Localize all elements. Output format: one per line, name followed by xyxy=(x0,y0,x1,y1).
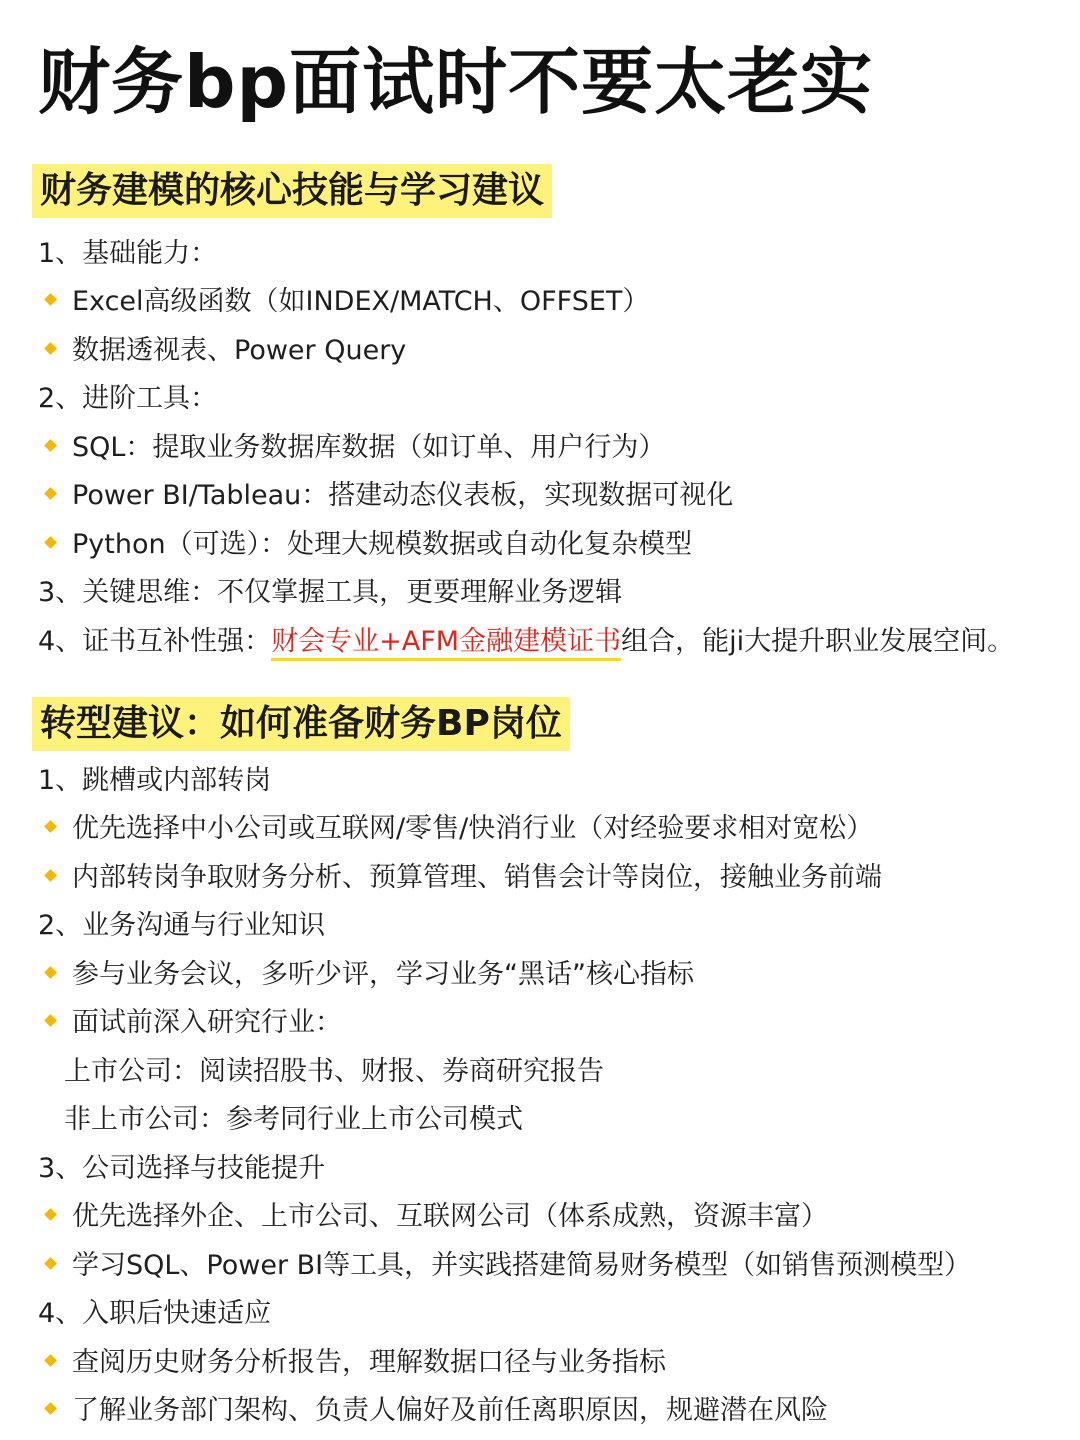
section-heading-text: 转型建议：如何准备财务BP岗位 xyxy=(40,703,562,744)
list-item-text: 参与业务会议，多听少评，学习业务“黑话”核心指标 xyxy=(72,959,694,990)
section-heading-modeling-skills xyxy=(32,164,552,218)
list-item-advanced-tools: 2、进阶工具： xyxy=(38,383,218,414)
page-title: 财务bp面试时不要太老实 xyxy=(38,40,874,124)
list-item-text: Excel高级函数（如INDEX/MATCH、OFFSET） xyxy=(72,286,650,317)
list-item xyxy=(46,472,733,520)
certificate-prefix: 4、证书互补性强： xyxy=(38,626,272,657)
list-item-text: 了解业务部门架构、负责人偏好及前任离职原因，规避潜在风险 xyxy=(72,1395,828,1426)
list-subitem-listed-companies: 上市公司：阅读招股书、财报、券商研究报告 xyxy=(64,1056,604,1087)
list-item-text: 内部转岗争取财务分析、预算管理、销售会计等岗位，接触业务前端 xyxy=(72,862,882,893)
list-item xyxy=(46,999,342,1047)
diamond-bullet-icon xyxy=(44,1257,57,1270)
diamond-bullet-icon xyxy=(44,820,57,833)
diamond-bullet-icon xyxy=(44,293,57,306)
diamond-bullet-icon xyxy=(44,536,57,549)
list-item-key-thinking: 3、关键思维：不仅掌握工具，更要理解业务逻辑 xyxy=(38,577,623,608)
list-item-text: 面试前深入研究行业： xyxy=(72,1007,342,1038)
diamond-bullet-icon xyxy=(44,1354,57,1367)
diamond-bullet-icon xyxy=(44,487,57,500)
list-item-business-communication: 2、业务沟通与行业知识 xyxy=(38,910,326,941)
list-item xyxy=(46,1242,971,1290)
list-item-text: 学习SQL、Power BI等工具，并实践搭建简易财务模型（如销售预测模型） xyxy=(72,1250,972,1281)
certificate-suffix: 组合，能ji大提升职业发展空间。 xyxy=(621,626,1015,657)
list-item xyxy=(46,854,882,902)
list-item-text: 优先选择外企、上市公司、互联网公司（体系成熟，资源丰富） xyxy=(72,1201,828,1232)
list-item-text: Power BI/Tableau：搭建动态仪表板，实现数据可视化 xyxy=(72,480,734,511)
list-item xyxy=(46,805,873,853)
list-item-basic-skills: 1、基础能力： xyxy=(38,238,218,269)
list-item xyxy=(46,1339,666,1387)
list-item xyxy=(46,424,665,472)
diamond-bullet-icon xyxy=(44,869,57,882)
list-item-text: SQL：提取业务数据库数据（如订单、用户行为） xyxy=(72,432,666,463)
list-item-text: Python（可选）：处理大规模数据或自动化复杂模型 xyxy=(72,529,693,560)
list-item-company-selection: 3、公司选择与技能提升 xyxy=(38,1153,326,1184)
list-item-certificate xyxy=(38,618,1014,666)
list-item xyxy=(46,1387,828,1435)
list-item-job-switch: 1、跳槽或内部转岗 xyxy=(38,765,272,796)
diamond-bullet-icon xyxy=(44,439,57,452)
list-item xyxy=(46,1193,828,1241)
list-item xyxy=(46,521,692,569)
diamond-bullet-icon xyxy=(44,342,57,355)
list-item-onboarding: 4、入职后快速适应 xyxy=(38,1298,272,1329)
list-item-text: 数据透视表、Power Query xyxy=(72,335,407,366)
diamond-bullet-icon xyxy=(44,1208,57,1221)
diamond-bullet-icon xyxy=(44,1014,57,1027)
section-heading-transition-advice xyxy=(32,697,570,751)
list-item xyxy=(46,278,649,326)
list-item-text: 优先选择中小公司或互联网/零售/快消行业（对经验要求相对宽松） xyxy=(72,813,874,844)
section-heading-text: 财务建模的核心技能与学习建议 xyxy=(40,170,545,211)
diamond-bullet-icon xyxy=(44,1402,57,1415)
certificate-emphasis: 财会专业+AFM金融建模证书 xyxy=(271,626,621,661)
list-subitem-unlisted-companies: 非上市公司：参考同行业上市公司模式 xyxy=(64,1104,523,1135)
list-item xyxy=(46,951,694,999)
list-item xyxy=(46,327,406,375)
list-item-text: 查阅历史财务分析报告，理解数据口径与业务指标 xyxy=(72,1347,666,1378)
diamond-bullet-icon xyxy=(44,966,57,979)
